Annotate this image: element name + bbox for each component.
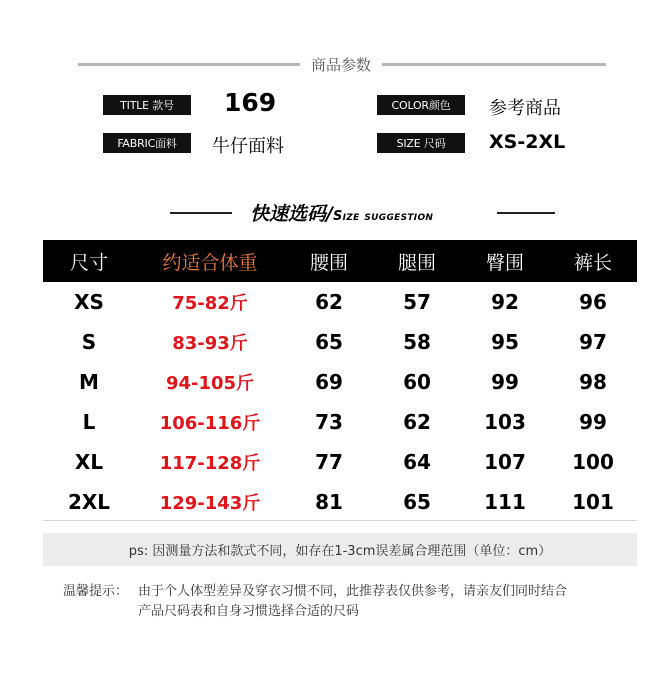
table-row [43, 362, 637, 402]
table-header-row [43, 240, 637, 282]
cell-waist: 69 [315, 370, 343, 394]
title-label: TITLE 款号 [103, 95, 191, 115]
cell-size: M [79, 370, 99, 394]
cell-weight: 106-116斤 [159, 413, 261, 434]
table-row [43, 402, 637, 442]
cell-thigh: 57 [403, 290, 431, 314]
measurement-note: ps: 因测量方法和款式不同，如存在1-3cm误差属合理范围（单位：cm） [43, 533, 637, 566]
table-row [43, 322, 637, 362]
cell-hip: 92 [491, 290, 519, 314]
cell-hip: 99 [491, 370, 519, 394]
size-value: XS-2XL [489, 131, 566, 153]
header-thigh: 腿围 [397, 251, 436, 274]
cell-weight: 117-128斤 [159, 453, 261, 474]
cell-thigh: 62 [403, 410, 431, 434]
header-hip: 臀围 [485, 251, 524, 274]
cell-size: L [82, 410, 96, 434]
cell-weight: 75-82斤 [172, 293, 248, 314]
cell-size: S [81, 330, 97, 354]
cell-waist: 77 [315, 450, 343, 474]
color-value: 参考商品 [489, 98, 561, 119]
table-row [43, 482, 637, 522]
header-waist: 腰围 [309, 251, 348, 274]
cell-weight: 94-105斤 [165, 373, 255, 394]
cell-weight: 83-93斤 [172, 333, 248, 354]
fabric-value: 牛仔面料 [212, 136, 284, 157]
header-size: 尺寸 [69, 251, 108, 274]
cell-hip: 103 [484, 410, 526, 434]
section-title: 商品参数 [310, 56, 371, 74]
tips-line-2: 产品尺码表和自身习惯选择合适的尺码 [138, 604, 360, 619]
cell-thigh: 65 [403, 490, 431, 514]
tips-label: 温馨提示： [63, 584, 129, 599]
title-value: 169 [224, 88, 277, 117]
cell-waist: 81 [315, 490, 343, 514]
cell-hip: 111 [484, 490, 526, 514]
cell-length: 100 [572, 450, 614, 474]
size-table [43, 240, 637, 522]
cell-waist: 65 [315, 330, 343, 354]
section-header [78, 52, 606, 76]
cell-length: 101 [572, 490, 614, 514]
quick-pick-subtitle: Size suggestion [332, 209, 434, 224]
tips-line-1: 由于个人体型差异及穿衣习惯不同，此推荐表仅供参考，请亲友们同时结合 [138, 584, 568, 599]
fabric-label: FABRIC面料 [103, 133, 191, 153]
quick-pick-title-cn: 快速选码/ [250, 203, 333, 225]
header-divider-left [78, 63, 300, 66]
quick-pick-heading [170, 198, 560, 228]
table-row [43, 282, 637, 322]
cell-waist: 62 [315, 290, 343, 314]
cell-thigh: 60 [403, 370, 431, 394]
size-label: SIZE 尺码 [377, 133, 465, 153]
table-bottom-rule [43, 520, 637, 521]
cell-length: 97 [579, 330, 607, 354]
header-length: 裤长 [573, 251, 612, 274]
cell-length: 99 [579, 410, 607, 434]
cell-hip: 95 [491, 330, 519, 354]
cell-length: 98 [579, 370, 607, 394]
cell-hip: 107 [484, 450, 526, 474]
cell-size: XL [74, 450, 104, 474]
cell-thigh: 64 [403, 450, 431, 474]
cell-size: XS [74, 290, 104, 314]
cell-weight: 129-143斤 [159, 493, 261, 514]
cell-waist: 73 [315, 410, 343, 434]
header-weight: 约适合体重 [162, 251, 258, 274]
heading-dash-left [170, 212, 232, 214]
heading-dash-right [497, 212, 555, 214]
cell-size: 2XL [67, 490, 111, 514]
header-divider-right [382, 63, 606, 66]
quick-pick-title [250, 199, 433, 226]
table-row [43, 442, 637, 482]
cell-thigh: 58 [403, 330, 431, 354]
color-label: COLOR颜色 [377, 95, 465, 115]
cell-length: 96 [579, 290, 607, 314]
